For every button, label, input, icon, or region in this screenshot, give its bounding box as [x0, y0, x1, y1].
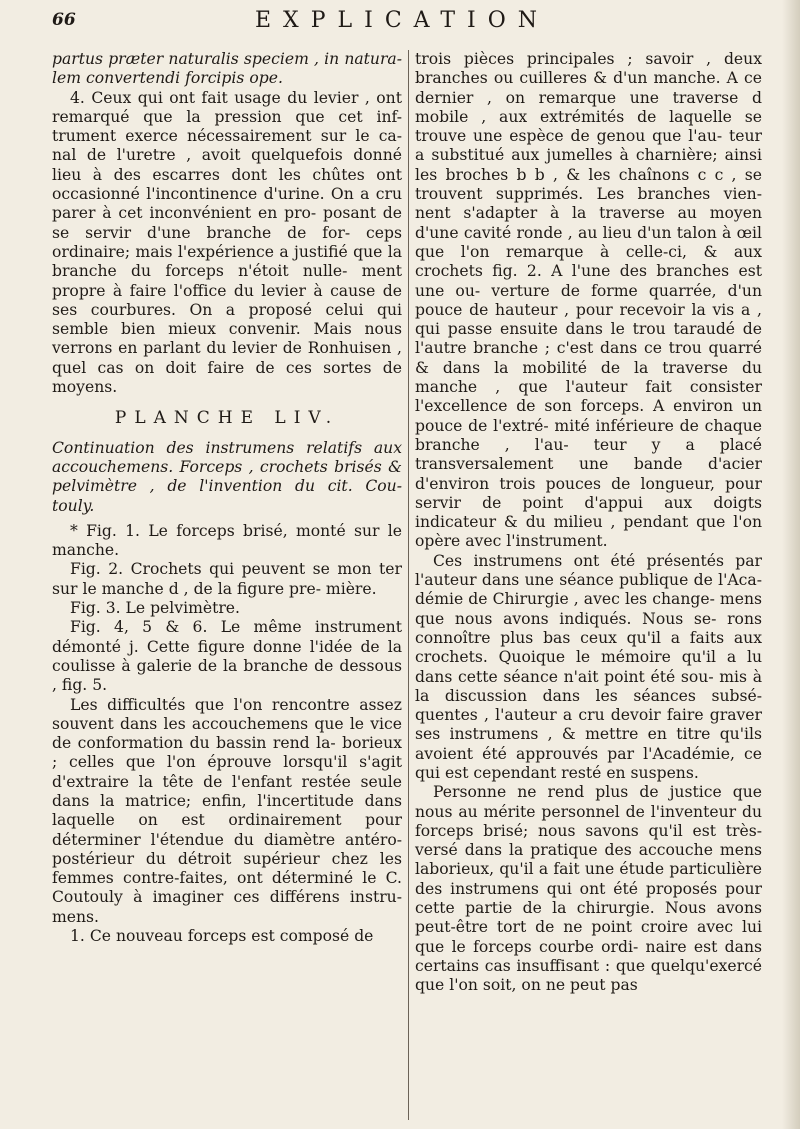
figure-caption: Fig. 2. Crochets qui peuvent se mon ter sur le manche d , de la figure pre- mière. — [52, 560, 402, 598]
left-column — [52, 50, 402, 946]
paragraph: Ces instrumens ont été présentés par l'auteur dans une séance publique de l'Aca- démie de Chirurgie , avec les change- mens que nous avons indiqués. Nous se- rons connoître plus bas ceux qu'il a faits aux crochets. Quoique le mémoire qu'il a lu dans cette séance n'ait point été sou- mis à la discussion dans les séances subsé- quentes , l'auteur a cru devoir faire graver ses instrumens , & mettre en titre qu'ils avoient été approuvés par l'Académie, ce qui est cependant resté en suspens. — [415, 551, 762, 782]
page-number: 66 — [52, 10, 76, 30]
page-edge-shadow — [782, 0, 800, 1129]
paragraph: Les difficultés que l'on rencontre assez souvent dans les accouchemens que le vice de conformation du bassin rend la- borieux ; celles que l'on éprouve lorsqu'il s'agit d'extraire la tête de l'enfant restée seule dans la matrice; enfin, l'incertitude dans laquelle on est ordinairement pour déterminer l'étendue du diamètre antéro- postérieur du détroit supérieur chez les femmes contre-faites, ont déterminé le C. Coutouly à imaginer ces différens instru- mens. — [52, 695, 402, 926]
paragraph: Personne ne rend plus de justice que nous au mérite personnel de l'inventeur du forceps brisé; nous savons qu'il est très-versé dans la pratique des accouche mens laborieux, qu'il a fait une étude particulière des instrumens qui ont été proposés pour cette partie de la chirurgie. Nous avons peut-être tort de ne point croire avec lui que le forceps courbe ordi- naire est dans certains cas insuffisant : que quelqu'exercé que l'on soit, on ne peut pas — [415, 783, 762, 995]
paragraph: trois pièces principales ; savoir , deux branches ou cuilleres & d'un manche. A ce dernier , on remarque une traverse d mobile , aux extrémités de laquelle se trouve une espèce de genou que l'au- teur a substitué aux jumelles à charnière; ainsi les broches b b , & les chaînons c c , se trouvent supprimés. Les branches vien- nent s'adapter à la traverse au moyen d'une cavité ronde , au lieu d'un talon à œil que l'on remarque à celle-ci, & aux crochets fig. 2. A l'une des branches est une ou- verture de forme quarrée, d'un pouce de hauteur , pour recevoir la vis a , qui passe ensuite dans le trou taraudé de l'autre branche ; c'est dans ce trou quarré & dans la mobilité de la traverse du manche , que l'auteur fait consister l'excellence de son forceps. A environ un pouce de l'extré- mité inférieure de chaque branche , l'au- teur y a placé transversalement une bande d'acier d'environ trois pouces de longueur, pour servir de point d'appui aux doigts indicateur & du milieu , pendant que l'on opère avec l'instrument. — [415, 50, 762, 551]
column-divider — [408, 50, 409, 1120]
right-column — [415, 50, 762, 996]
figure-caption: Fig. 4, 5 & 6. Le même instrument démonté j. Cette figure donne l'idée de la coulisse à galerie de la branche de dessous , fig. 5. — [52, 618, 402, 695]
figure-caption: Fig. 3. Le pelvimètre. — [70, 599, 240, 618]
running-title: EXPLICATION — [255, 8, 549, 33]
paragraph: 1. Ce nouveau forceps est composé de — [70, 927, 374, 946]
page-header — [52, 10, 752, 42]
figure-caption: * Fig. 1. Le forceps brisé, monté sur le manche. — [52, 521, 402, 560]
paragraph: partus præter naturalis speciem , in natura- lem convertendi forcipis ope. — [52, 50, 402, 88]
plate-heading: PLANCHE LIV. — [114, 408, 340, 429]
plate-subtitle: Continuation des instrumens relatifs aux accouchemens. Forceps , crochets brisés & pelvimètre , de l'invention du cit. Cou- touly. — [52, 438, 402, 515]
paragraph: 4. Ceux qui ont fait usage du levier , ont remarqué que la pression que cet inf- trument exerce nécessairement sur le ca- nal de l'uretre , avoit quelquefois donné lieu à des escarres dont les chûtes ont occasionné l'incontinence d'urine. On a cru parer à cet inconvénient en pro- posant de se servir d'une branche de for- ceps ordinaire; mais l'expérience a justifié que la branche du forceps n'étoit nulle- ment propre à faire l'office du levier à cause de ses courbures. On a proposé celui qui semble bien mieux convenir. Mais nous verrons en parlant du levier de Ronhuisen , quel cas on doit faire de ces sortes de moyens. — [52, 88, 402, 397]
